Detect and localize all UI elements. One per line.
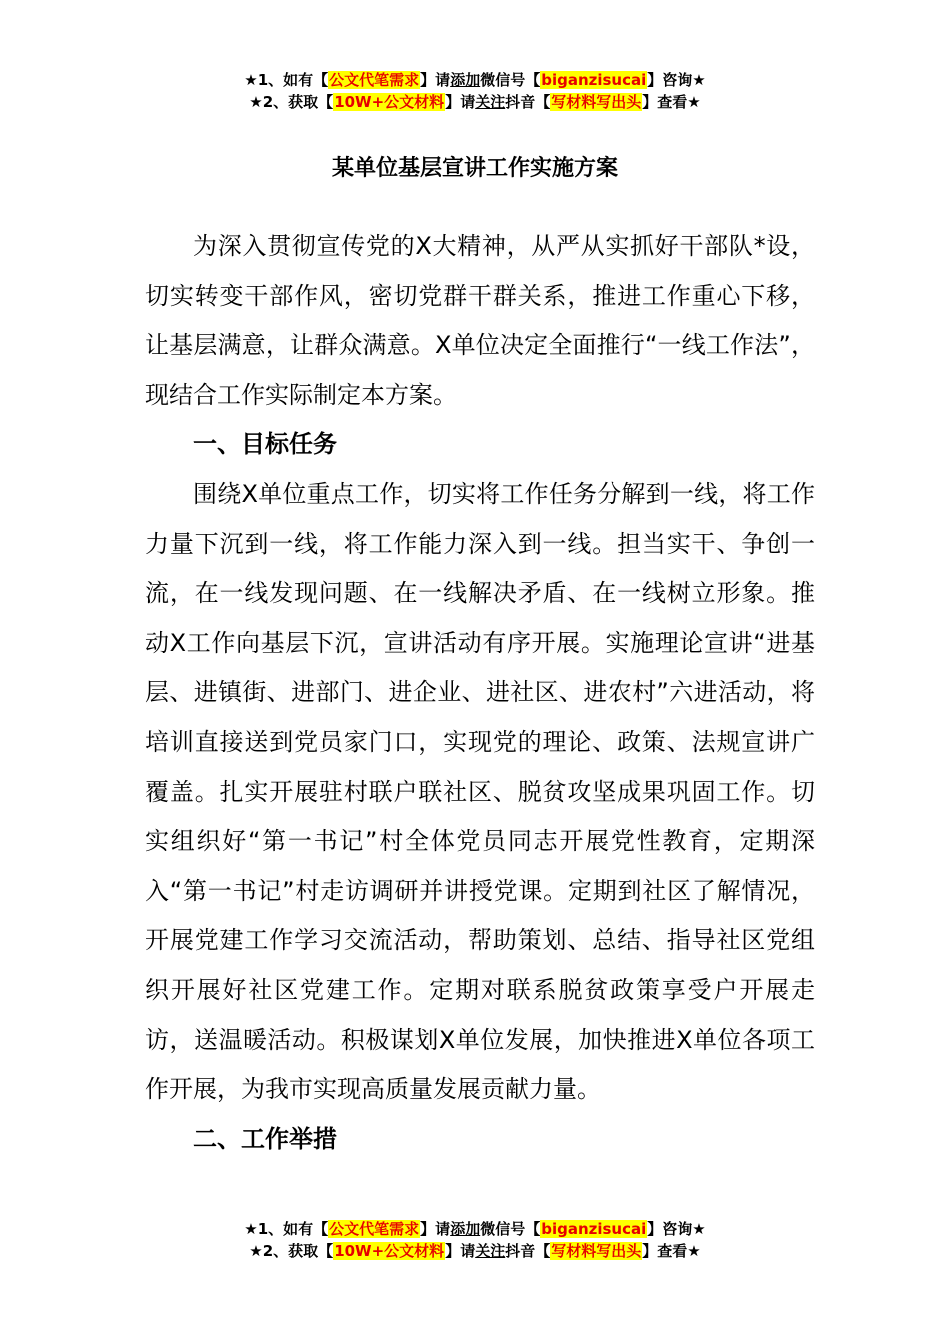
banner-text: 抖音【 — [505, 93, 551, 111]
banner-text: ★2、获取【 — [249, 1242, 334, 1260]
banner-line-1 — [0, 1218, 950, 1240]
section-1-paragraph: 围绕X单位重点工作，切实将工作任务分解到一线，将工作力量下沉到一线，将工作能力深入到一线。担当实干、争创一流，在一线发现问题、在一线解决矛盾、在一线树立形象。推动X工作向基层下沉，宣讲活动有序开展。实施理论宣讲“进基层、进镇街、进部门、进企业、进社区、进农村”六进活动，将培训直接送到党员家门口，实现党的理论、政策、法规宣讲广覆盖。扎实开展驻村联户联社区、脱贫攻坚成果巩固工作。切实组织好“第一书记”村全体党员同志开展党性教育，定期深入“第一书记”村走访调研并讲授党课。定期到社区了解情况，开展党建工作学习交流活动，帮助策划、总结、指导社区党组织开展好社区党建工作。定期对联系脱贫政策享受户开展走访，送温暖活动。积极谋划X单位发展，加快推进X单位各项工作开展，为我市实现高质量发展贡献力量。 — [145, 479, 815, 1104]
banner-text: 】查看★ — [642, 1242, 701, 1260]
intro-paragraph: 为深入贯彻宣传党的Ⅹ大精神，从严从实抓好干部队*设，切实转变干部作风，密切党群干群关系，推进工作重心下移，让基层满意，让群众满意。X单位决定全面推行“一线工作法”，现结合工作实际制定本方案。 — [145, 232, 815, 409]
banner-highlight: 公文代笔需求 — [329, 71, 420, 89]
banner-underline: 关注 — [475, 1242, 506, 1260]
banner-text: 微信号【 — [480, 1220, 541, 1238]
banner-highlight: 10W+公文材料 — [334, 1242, 445, 1260]
banner-highlight: biganzisucai — [541, 71, 647, 89]
banner-text: 】咨询★ — [647, 1220, 706, 1238]
document-body — [145, 222, 815, 1164]
banner-text: 】请 — [420, 1220, 451, 1238]
banner-underline: 添加 — [450, 71, 481, 89]
banner-text: ★2、获取【 — [249, 93, 334, 111]
banner-highlight: 10W+公文材料 — [334, 93, 445, 111]
banner-highlight: 公文代笔需求 — [329, 1220, 420, 1238]
banner-underline: 关注 — [475, 93, 506, 111]
banner-text: 】请 — [420, 71, 451, 89]
footer-banner — [0, 1218, 950, 1262]
banner-text: 】咨询★ — [647, 71, 706, 89]
banner-text: 】查看★ — [642, 93, 701, 111]
banner-text: ★1、如有【 — [244, 71, 329, 89]
section-heading-1: 一、目标任务 — [193, 430, 337, 459]
section-heading-2: 二、工作举措 — [193, 1124, 337, 1153]
banner-line-2 — [0, 1240, 950, 1262]
banner-underline: 添加 — [450, 1220, 481, 1238]
document-title: 某单位基层宣讲工作实施方案 — [331, 156, 618, 181]
banner-line-2 — [0, 91, 950, 113]
banner-line-1 — [0, 69, 950, 91]
banner-text: ★1、如有【 — [244, 1220, 329, 1238]
header-banner — [0, 69, 950, 113]
banner-highlight: 写材料写出头 — [551, 1242, 642, 1260]
banner-text: 】请 — [445, 93, 476, 111]
banner-highlight: 写材料写出头 — [551, 93, 642, 111]
banner-text: 抖音【 — [505, 1242, 551, 1260]
banner-text: 微信号【 — [480, 71, 541, 89]
banner-text: 】请 — [445, 1242, 476, 1260]
banner-highlight: biganzisucai — [541, 1220, 647, 1238]
